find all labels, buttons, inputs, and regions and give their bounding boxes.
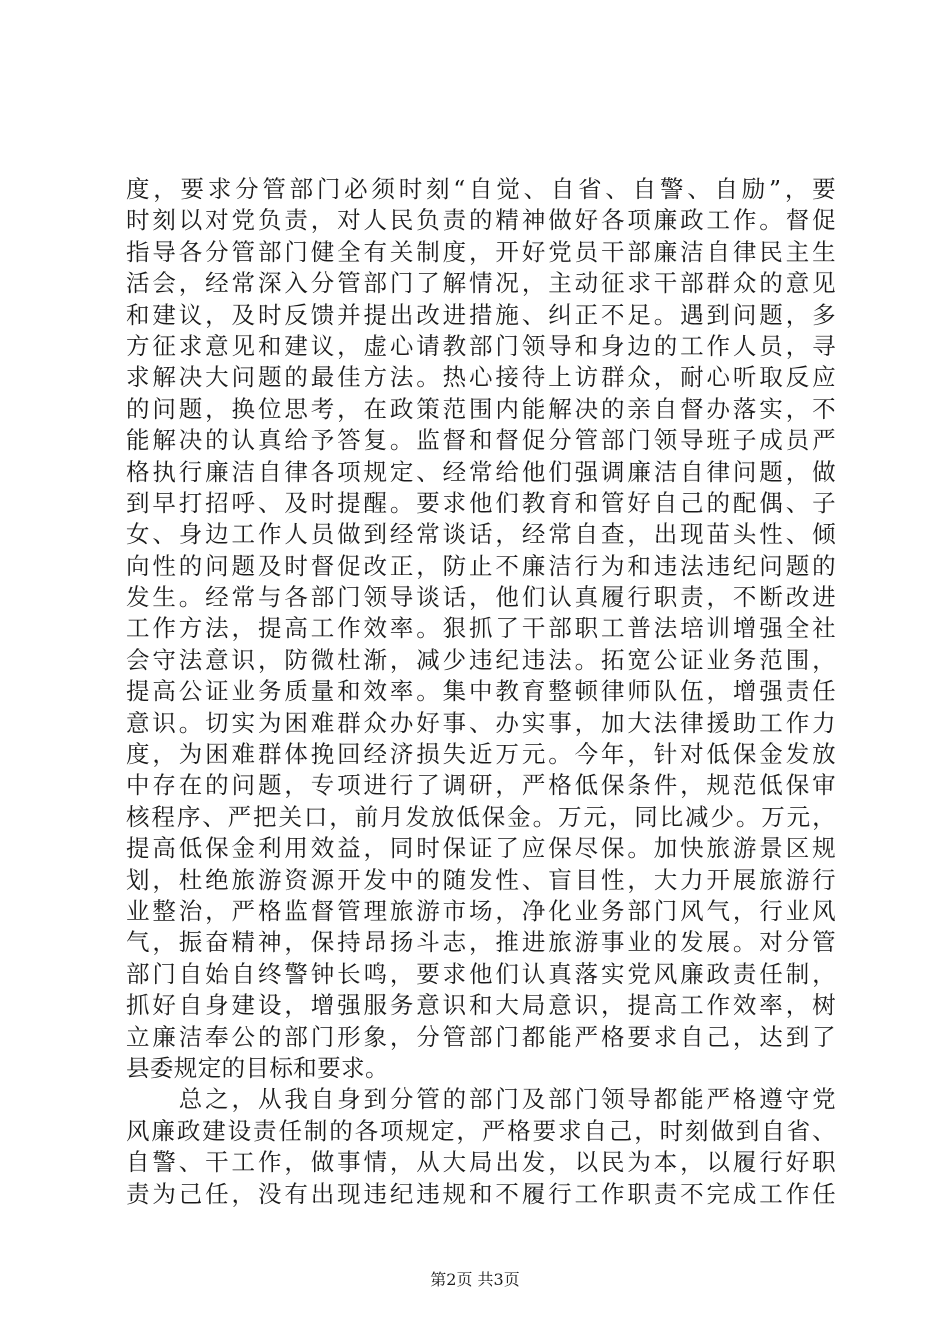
text-line: 意识。切实为困难群众办好事、办实事，加大法律援助工作力 [126, 708, 836, 737]
text-line: 时刻以对党负责，对人民负责的精神做好各项廉政工作。督促 [126, 206, 836, 235]
text-line: 自警、干工作，做事情，从大局出发，以民为本，以履行好职 [126, 1148, 836, 1177]
text-line: 中存在的问题，专项进行了调研，严格低保条件，规范低保审 [126, 771, 836, 800]
text-line: 工作方法，提高工作效率。狠抓了干部职工普法培训增强全社 [126, 614, 836, 643]
text-line: 格执行廉洁自律各项规定、经常给他们强调廉洁自律问题，做 [126, 457, 836, 486]
text-line: 风廉政建设责任制的各项规定，严格要求自己，时刻做到自省、 [126, 1116, 836, 1145]
text-line: 提高公证业务质量和效率。集中教育整顿律师队伍，增强责任 [126, 677, 836, 706]
text-line: 求解决大问题的最佳方法。热心接待上访群众，耐心听取反应 [126, 363, 836, 392]
text-line: 度，为困难群体挽回经济损失近万元。今年，针对低保金发放 [126, 740, 836, 769]
text-line: 活会，经常深入分管部门了解情况，主动征求干部群众的意见 [126, 269, 836, 298]
text-line: 能解决的认真给予答复。监督和督促分管部门领导班子成员严 [126, 426, 836, 455]
text-line: 方征求意见和建议，虚心请教部门领导和身边的工作人员，寻 [126, 331, 836, 360]
text-line: 女、身边工作人员做到经常谈话，经常自查，出现苗头性、倾 [126, 520, 836, 549]
text-line: 到早打招呼、及时提醒。要求他们教育和管好自己的配偶、子 [126, 488, 836, 517]
text-line: 气，振奋精神，保持昂扬斗志，推进旅游事业的发展。对分管 [126, 928, 836, 957]
text-line: 提高低保金利用效益，同时保证了应保尽保。加快旅游景区规 [126, 834, 836, 863]
text-line: 的问题，换位思考，在政策范围内能解决的亲自督办落实，不 [126, 394, 836, 423]
text-line: 部门自始自终警钟长鸣，要求他们认真落实党风廉政责任制， [126, 959, 836, 988]
paragraph-end-line: 县委规定的目标和要求。 [126, 1053, 389, 1082]
text-line: 抓好自身建设，增强服务意识和大局意识，提高工作效率，树 [126, 991, 836, 1020]
text-line: 责为己任，没有出现违纪违规和不履行工作职责不完成工作任 [126, 1179, 836, 1208]
text-line: 和建议，及时反馈并提出改进措施、纠正不足。遇到问题，多 [126, 300, 836, 329]
text-line: 核程序、严把关口，前月发放低保金。万元，同比减少。万元， [126, 802, 836, 831]
body-text [126, 174, 836, 1210]
text-line: 立廉洁奉公的部门形象，分管部门都能严格要求自己，达到了 [126, 1022, 836, 1051]
text-line: 度，要求分管部门必须时刻“自觉、自省、自警、自励”，要 [126, 175, 836, 203]
text-line: 发生。经常与各部门领导谈话，他们认真履行职责，不断改进 [126, 583, 836, 612]
text-line: 会守法意识，防微杜渐，减少违纪违法。拓宽公证业务范围， [126, 645, 836, 674]
text-line: 业整治，严格监督管理旅游市场，净化业务部门风气，行业风 [126, 896, 836, 925]
text-line: 指导各分管部门健全有关制度，开好党员干部廉洁自律民主生 [126, 237, 836, 266]
text-line: 划，杜绝旅游资源开发中的随发性、盲目性，大力开展旅游行 [126, 865, 836, 894]
page-number-footer: 第2页 共3页 [430, 1270, 520, 1289]
text-line: 向性的问题及时督促改正，防止不廉洁行为和违法违纪问题的 [126, 551, 836, 580]
paragraph-first-line: 总之，从我自身到分管的部门及部门领导都能严格遵守党 [126, 1085, 836, 1114]
